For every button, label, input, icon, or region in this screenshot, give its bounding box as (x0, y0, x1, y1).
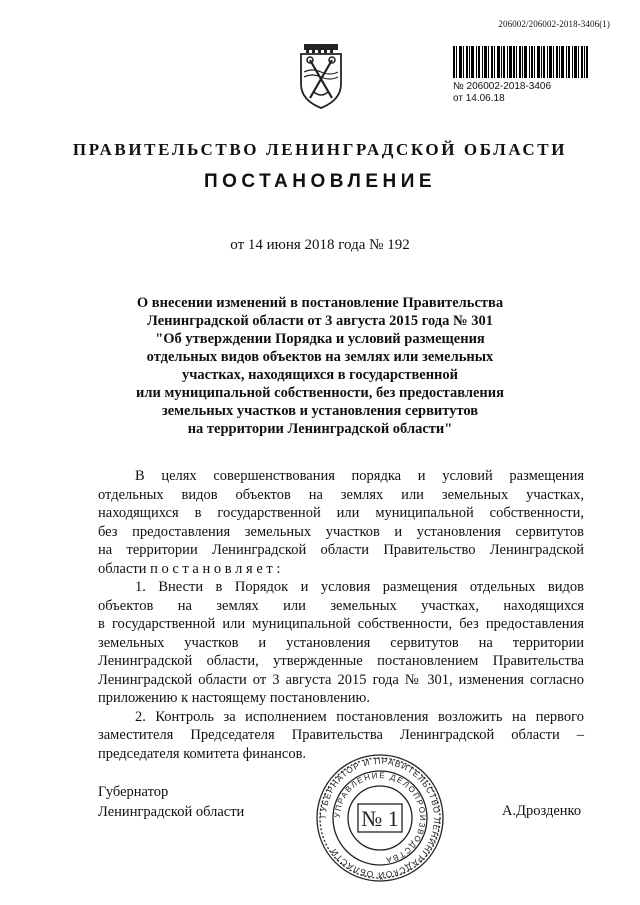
body-line: В целях совершенствования порядка и условий размещения (135, 468, 584, 484)
document-body (98, 467, 584, 763)
signatory-position-line: Губернатор (98, 784, 169, 800)
body-line: Ленинградской области от 3 августа 2015 года № 301, изменения согласно (98, 671, 584, 688)
body-line: объектов на землях или земельных участках, находящихся (98, 597, 584, 614)
registration-number: 206002/206002-2018-3406(1) (498, 19, 610, 29)
barcode-number: № 206002-2018-3406 (453, 81, 552, 92)
title-line: "Об утверждении Порядка и условий размещения (155, 331, 485, 347)
body-line: отдельных видов объектов на землях или земельных участках, (98, 486, 584, 503)
body-line: 2. Контроль за исполнением постановления возложить на первого (135, 708, 584, 725)
title-line: на территории Ленинградской области" (187, 421, 453, 437)
title-line: отдельных видов объектов на землях или земельных (146, 349, 494, 365)
body-line: без предоставления земельных участков и установления сервитутов (98, 523, 584, 540)
document-type: ПОСТАНОВЛЕНИЕ (203, 171, 437, 192)
body-line: заместителя Председателя Правительства Ленинградской области – (98, 727, 584, 743)
body-line: приложению к настоящему постановлению. (98, 690, 370, 706)
stamp-number: № 1 (361, 806, 399, 831)
body-line: на территории Ленинградской области Правительство Ленинградской (98, 542, 584, 558)
body-line: 1. Внести в Порядок и условия размещения отдельных видов (135, 579, 584, 595)
document-title (100, 294, 540, 438)
body-line: земельных участков и установления сервитутов на территории (98, 634, 584, 651)
coat-of-arms-emblem (296, 42, 346, 112)
title-line: О внесении изменений в постановление Правительства (136, 295, 504, 311)
title-line: земельных участков и установления сервитутов (161, 403, 479, 419)
organization-name: ПРАВИТЕЛЬСТВО ЛЕНИНГРАДСКОЙ ОБЛАСТИ (72, 140, 568, 159)
title-line: или муниципальной собственности, без предоставления (136, 385, 504, 401)
barcode-date: от 14.06.18 (453, 93, 505, 104)
stamp-outer-text: ГУБЕРНАТОР И ПРАВИТЕЛЬСТВО ЛЕНИНГРАДСКОЙ ОБЛАСТИ (317, 755, 443, 881)
body-line: председателя комитета финансов. (98, 745, 307, 762)
signatory-position (98, 783, 244, 822)
barcode-image (453, 46, 588, 78)
stamp-inner-text: УПРАВЛЕНИЕ ДЕЛОПРОИЗВОДСТВА (332, 770, 428, 865)
body-line: в государственной или муниципальной собственности, без предоставления (98, 616, 584, 632)
body-line: находящихся в государственной или муниципальной собственности, (98, 505, 584, 521)
signatory-name: А.Дрозденко (502, 803, 582, 819)
signatory-position-line: Ленинградской области (98, 803, 245, 820)
body-line: области п о с т а н о в л я е т : (98, 560, 281, 577)
title-line: участках, находящихся в государственной (181, 367, 459, 383)
barcode-block (453, 46, 588, 105)
body-line: Ленинградской области, утвержденные постановлением Правительства (98, 653, 584, 669)
document-date: от 14 июня 2018 года № 192 (230, 237, 410, 253)
title-line: Ленинградской области от 3 августа 2015 года № 301 (147, 313, 493, 329)
official-seal-stamp (314, 752, 446, 884)
